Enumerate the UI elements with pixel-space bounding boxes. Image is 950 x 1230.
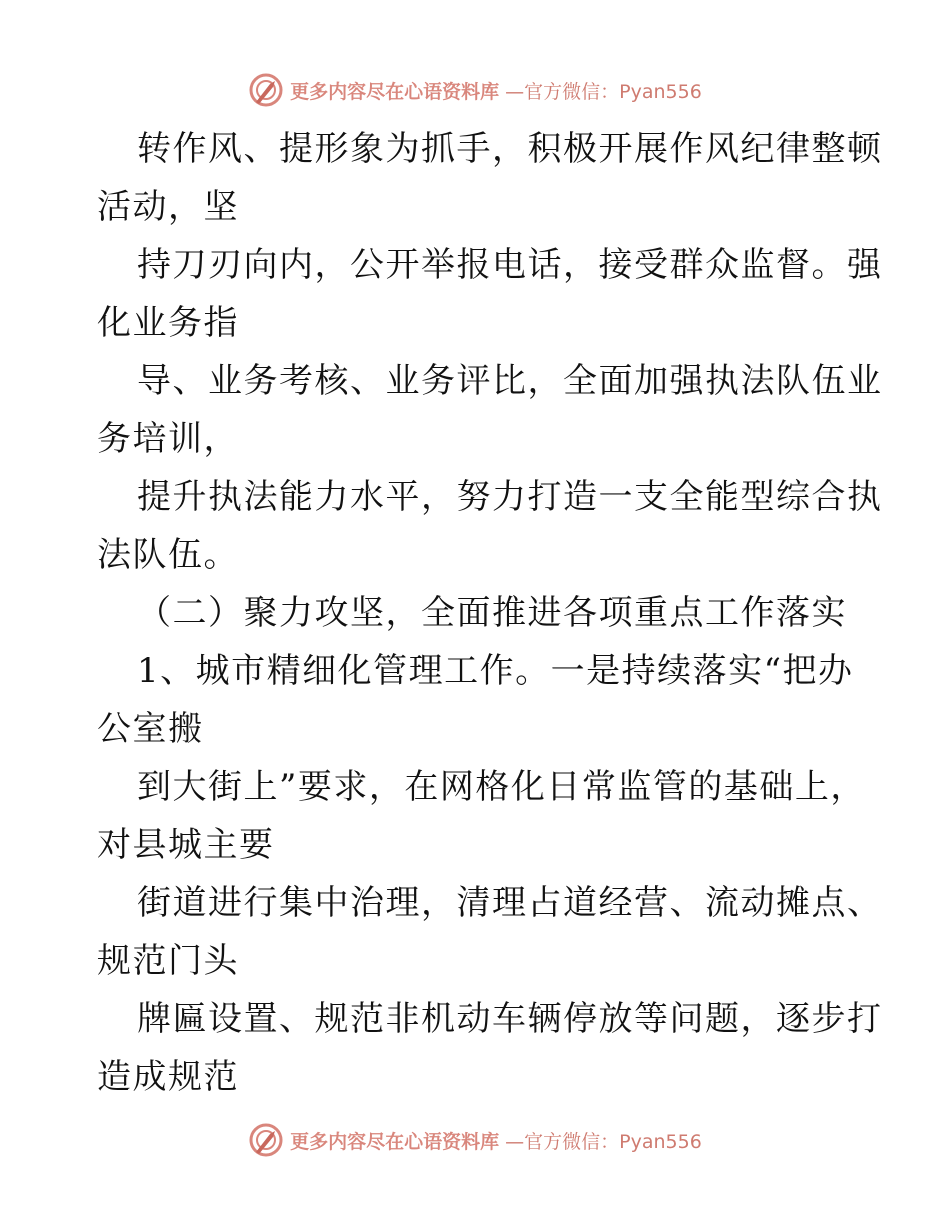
watermark-left-text: 更多内容尽在心语资料库 <box>290 80 500 103</box>
text-line: 务培训， <box>97 419 239 459</box>
text-line: 提升执法能力水平，努力打造一支全能型综合执 <box>137 477 883 517</box>
text-line: 到大街上”要求，在网格化日常监管的基础上， <box>137 767 866 807</box>
text-line: 公室搬 <box>97 709 204 749</box>
text-line: 法队伍。 <box>97 535 239 575</box>
text-line: 对县城主要 <box>97 825 275 865</box>
text-line: 规范门头 <box>97 941 239 981</box>
text-line: 转作风、提形象为抓手，积极开展作风纪律整顿 <box>137 129 883 169</box>
watermark-right-text: —官方微信：Pyan556 <box>505 80 702 103</box>
text-line: 造成规范 <box>97 1057 239 1097</box>
text-line: 街道进行集中治理，清理占道经营、流动摊点、 <box>137 883 883 923</box>
footer-watermark <box>0 1120 950 1160</box>
watermark-left-text: 更多内容尽在心语资料库 <box>290 1130 500 1153</box>
pen-logo-icon <box>248 72 284 108</box>
text-line: 活动，坚 <box>97 187 239 227</box>
text-line: 化业务指 <box>97 303 239 343</box>
pen-logo-icon <box>248 1122 284 1158</box>
text-line: 1、城市精细化管理工作。一是持续落实“把办 <box>137 651 854 691</box>
watermark-right-text: —官方微信：Pyan556 <box>505 1130 702 1153</box>
text-line: 牌匾设置、规范非机动车辆停放等问题，逐步打 <box>137 999 883 1039</box>
header-watermark <box>0 70 950 110</box>
document-body <box>97 120 883 1106</box>
text-line: （二）聚力攻坚，全面推进各项重点工作落实 <box>137 593 847 633</box>
text-line: 持刀刃向内，公开举报电话，接受群众监督。强 <box>137 245 883 285</box>
text-line: 导、业务考核、业务评比，全面加强执法队伍业 <box>137 361 883 401</box>
